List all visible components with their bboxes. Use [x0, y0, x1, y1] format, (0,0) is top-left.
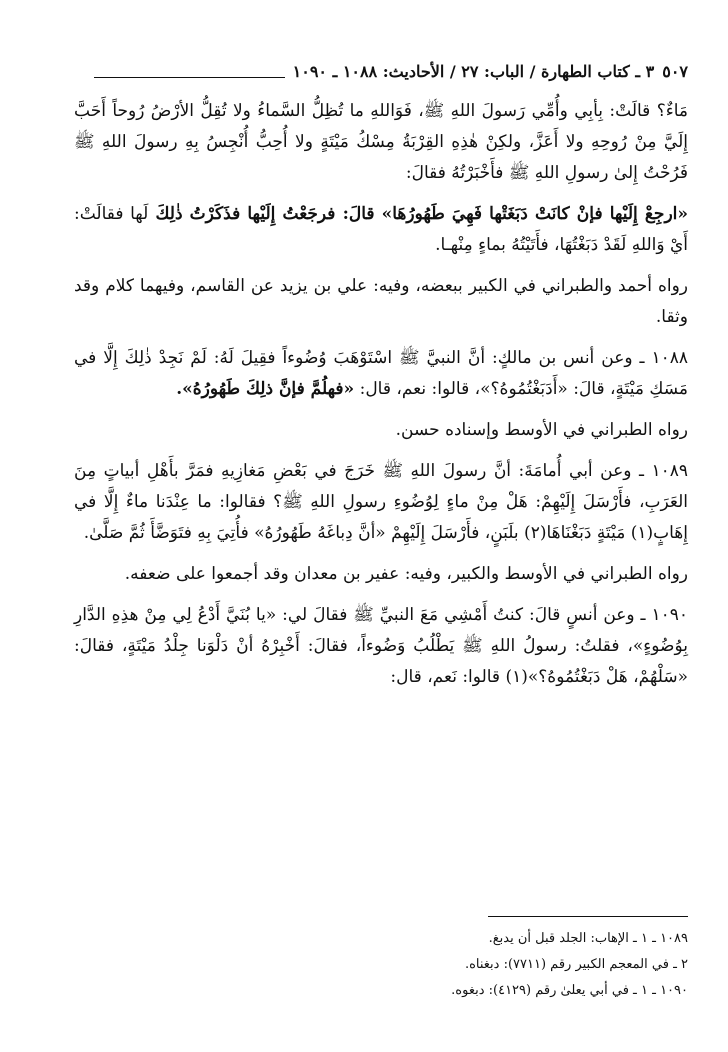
- text-line: جِلْدُ مَيْتَةٍ، فقالَ: «سَلْهُمْ، هَلْ دَبَغْتُمُوهُ؟»(١) قالوا: نَعم، قال:: [74, 636, 688, 687]
- text-line: «ارجِعْ إِلَيْها فإنْ كانَتْ دَبَغَتْها فَهِيَ طَهُورُهَا» قالَ: فرجَعْتُ إِلَيْها فذَكَرْتُ ذٰلِكَ: [148, 204, 688, 224]
- text-line: «فهلُمَّ فإنَّ ذلِكَ طَهُورُهُ».: [176, 379, 355, 399]
- text-line: رواه الطبراني في الأوسط وإسناده حسن.: [395, 420, 688, 440]
- text-line: ذٰلِكَ إِلَّا في مَسَكِ مَيْتَةٍ، قالَ: «أَدَبَغْتُمُوهُ؟»، قالوا: نعم، قال:: [74, 348, 688, 399]
- paragraph-continuation: [74, 96, 688, 189]
- text-line: ١٠٨٩ ـ وعن أبي أُمامَةَ: أنَّ رسولَ اللهِ ﷺ خَرَجَ في بَعْضِ مَغازِيهِ فمَرَّ بأَهْلِ: [139, 461, 689, 481]
- footnote: ١٠٩٠ ـ ١ ـ في أبي يعلىٰ رقم (٤١٢٩): دبغوه.: [451, 983, 688, 998]
- header-rule: [94, 77, 285, 78]
- text-line: أبياتٍ مِنَ العَرَبِ، فأَرْسَلَ إِلَيْهِمْ: هَلْ مِنْ ماءٍ لِوُضُوءِ رسولِ اللهِ ﷺ؟ فقالوا: ما عِنْدَنا: [74, 461, 688, 512]
- footnote: ٢ ـ في المعجم الكبير رقم (٧٧١١): دبغناه.: [464, 957, 688, 972]
- paragraph-narration: [74, 271, 688, 333]
- text-line: ضعفه.: [124, 564, 171, 584]
- text-line: أَحَبَّ إِلَيَّ مِنْ رُوحِهِ ولا أَعَزَّ، ولكِنْ هٰذِهِ القِرْبَةُ مِسْكُ مَيْتَةٍ ولا أُحِبُّ أُنْجِسُ بِهِ: [74, 101, 688, 152]
- paragraph-hadith-1088: [74, 343, 688, 405]
- text-line: فتَوَضَّأَ ثُمَّ صَلَّىٰ.: [83, 523, 192, 543]
- paragraph-hadith-1089: [74, 456, 688, 549]
- text-line: رواه أحمد والطبراني في الكبير ببعضه، وفيه: علي بن يزيد عن القاسم،: [184, 276, 688, 296]
- page-number: ٥٠٧: [662, 61, 688, 81]
- page-header: [86, 58, 688, 84]
- text-line: ١٠٩٠ ـ وعن أنسٍ قالَ: كنتُ أَمْشِي مَعَ النبيِّ ﷺ فقالَ لي: «يا بُنَيَّ أَدْعُ لِي: [166, 605, 688, 625]
- paragraph-hadith-quote: [74, 199, 688, 261]
- text-line: ماءٌ إِلَّا في إِهَابٍ(١) مَيْتَةٍ دَبَغْنَاهَا(٢) بلَبَنٍ، فأَرْسَلَ إِلَيْهِمْ «أنَّ دِباغَهُ طَهُورُهُ» فأُتِيَ بِهِ: [74, 492, 688, 543]
- paragraph-narration: [74, 559, 688, 590]
- running-title: ٣ ـ كتاب الطهارة / الباب: ٢٧ / الأحاديث: ١٠٨٨ ـ ١٠٩٠: [292, 61, 655, 81]
- text-line: ١٠٨٨ ـ وعن أنس بن مالكٍ: أنَّ النبيَّ ﷺ اسْتَوْهَبَ وُضُوءاً فقِيلَ لَهُ: لَمْ نَجِدْ: [151, 348, 688, 368]
- text-line: مَاءٌ؟ قالَتْ: بِأبِي وأُمِّي رَسولَ اللهِ ﷺ، فَوَاللهِ ما تُظِلُّ السَّماءُ ولا تُقِلُّ الأرْضُ رُوحاً: [105, 101, 688, 121]
- footnote: ١٠٨٩ ـ ١ ـ الإهاب: الجلد قبل أن يدبغ.: [488, 931, 688, 946]
- paragraph-hadith-1090: [74, 600, 688, 693]
- text-line: رسولَ اللهِ ﷺ فَرُحْتُ إِلىٰ رسولِ اللهِ ﷺ فأَخْبَرْتُهُ فقالَ:: [74, 132, 688, 183]
- text-line: مِنْ هذِهِ الدَّارِ بِوُضُوءٍ»، فقلتُ: رسولُ اللهِ ﷺ يَطْلُبُ وَضُوءاً، فقالَ: أَخْبِرْهُ أنْ دَلْوَنا: [74, 605, 688, 656]
- paragraph-narration: [74, 415, 688, 446]
- main-text: [74, 96, 688, 703]
- text-line: وفيهما كلام وقد وثقا.: [74, 276, 688, 327]
- footnote-separator: [488, 916, 688, 917]
- text-line: لَها فقالَتْ: أَيْ وَاللهِ لَقَدْ دَبَغْتُهَا، فأَتَيْتُهُ بماءٍ مِنْهـا.: [74, 204, 688, 255]
- footnotes: [74, 926, 688, 1004]
- text-line: رواه الطبراني في الأوسط والكبير، وفيه: عفير بن معدان وقد أجمعوا على: [170, 564, 688, 584]
